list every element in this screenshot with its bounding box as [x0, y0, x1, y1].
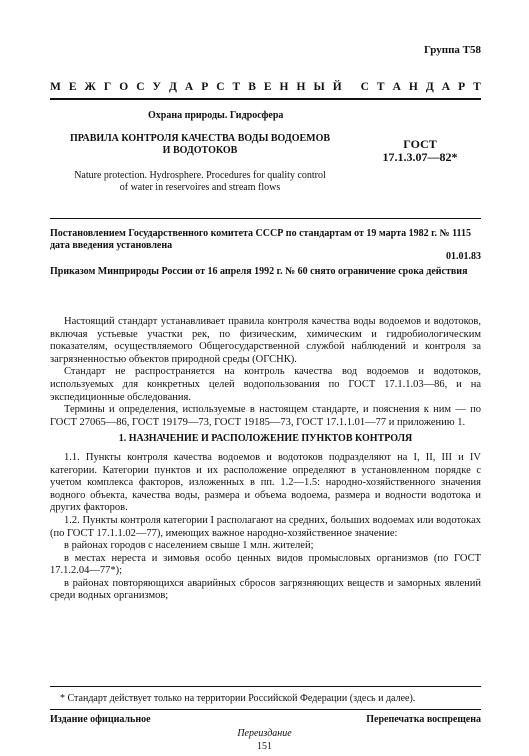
- order-text: Приказом Минприроды России от 16 апреля 1992 г. № 60 снято ограничение срока действия: [50, 266, 468, 277]
- heading-letter: Й: [332, 81, 342, 93]
- section-heading: 1. НАЗНАЧЕНИЕ И РАСПОЛОЖЕНИЕ ПУНКТОВ КОНТРОЛЯ: [118, 433, 413, 445]
- english-title: [60, 170, 340, 194]
- heading-space: [350, 81, 353, 93]
- decree-text: Постановлением Государственного комитета СССР по стандартам от 19 марта 1982 г. № 1115 дата введения установлена: [50, 228, 471, 251]
- gost-code: 17.1.3.07—82*: [382, 150, 458, 164]
- footnote-rule: [50, 686, 481, 687]
- list-item: в районах городов с населением свыше 1 млн. жителей;: [64, 540, 314, 552]
- heading-letter: Д: [425, 81, 434, 93]
- subject-area: Охрана природы. Гидросфера: [148, 110, 284, 121]
- heading-letter: У: [152, 81, 161, 93]
- heading-letter: С: [216, 81, 225, 93]
- heading-letter: М: [50, 81, 61, 93]
- heading-letter: В: [248, 81, 256, 93]
- paragraph: Стандарт не распространяется на контроль качества вод водоемов и водотоков, используемых для конкретных целей водопользования по ГОСТ 17.1.1.03—86, и на экспедиционные обследования.: [50, 366, 481, 403]
- heading-letter: А: [441, 81, 451, 93]
- heading-letter: Н: [296, 81, 306, 93]
- paragraph: 1.1. Пункты контроля качества водоемов и водотоков подразделяют на I, II, III и IV категории. Категории пунктов и их расположение определяют в установленном порядке с учетом комплекса факторов, изложенных в пп. 1.2—1.5: народно-хозяйственного значения водного объекта, качества воды, размера и объема водоема, размера и водности водотока и других факторов.: [50, 451, 481, 514]
- header-rule: [50, 98, 481, 100]
- title-line-1: ПРАВИЛА КОНТРОЛЯ КАЧЕСТВА ВОДЫ ВОДОЕМОВ: [69, 133, 331, 144]
- footer-rule: [50, 709, 481, 710]
- heading-letter: С: [360, 81, 369, 93]
- list-item: в местах нереста и зимовья особо ценных видов промысловых организмов (по ГОСТ 17.1.2.04—77*);: [50, 552, 481, 577]
- heading-letter: О: [119, 81, 129, 93]
- heading-letter: А: [184, 81, 194, 93]
- heading-letter: Т: [376, 81, 385, 93]
- heading-letter: С: [136, 81, 145, 93]
- reprint-label: Переиздание: [237, 728, 292, 739]
- paragraph: Настоящий стандарт устанавливает правила контроля качества воды водоемов и водотоков, включая устьевые участки рек, по физическим, химическим и гидробиологическим показателям, осуществляемого Общегосударственной службой наблюдений и контроля за загрязненностью объектов природной среды (ОГСНК).: [50, 316, 481, 365]
- reprint-prohibited-label: Перепечатка воспрещена: [366, 714, 481, 725]
- heading-letter: Ы: [313, 81, 325, 93]
- gost-label: ГОСТ: [403, 137, 437, 151]
- list-item: в районах повторяющихся аварийных сбросов загрязняющих веществ и заморных явлений среди водных организмов;: [50, 577, 481, 602]
- document-title: [60, 133, 340, 157]
- standard-type-heading: [50, 81, 481, 93]
- english-title-line-1: Nature protection. Hydrosphere. Procedures for quality control: [74, 170, 326, 181]
- heading-letter: Т: [473, 81, 481, 93]
- edition-label: Издание официальное: [50, 714, 151, 725]
- heading-letter: Р: [201, 81, 209, 93]
- heading-letter: Г: [103, 81, 112, 93]
- paragraph: 1.2. Пункты контроля категории I располагают на средних, больших водоемах или водотоках (по ГОСТ 17.1.1.02—77), имеющих важное народно-хозяйственное значение:: [50, 514, 481, 539]
- heading-letter: Д: [168, 81, 177, 93]
- paragraph: Термины и определения, используемые в настоящем стандарте, и пояснения к ним — по ГОСТ 27065—86, ГОСТ 19179—73, ГОСТ 19185—73, ГОСТ 17.1.1.01—77 и приложению 1.: [50, 404, 481, 428]
- effective-date: 01.01.83: [446, 251, 481, 262]
- heading-letter: Р: [458, 81, 466, 93]
- decree-rule: [50, 218, 481, 219]
- heading-letter: Е: [68, 81, 77, 93]
- group-code: Группа Т58: [423, 44, 481, 56]
- main-text: [50, 316, 481, 603]
- heading-letter: А: [392, 81, 401, 93]
- heading-letter: Н: [408, 81, 418, 93]
- page-number: 151: [257, 741, 272, 752]
- heading-letter: Н: [279, 81, 289, 93]
- english-title-line-2: of water in reservoires and stream flows: [119, 182, 281, 193]
- gost-number: [370, 138, 470, 164]
- heading-letter: Ж: [84, 81, 96, 93]
- footnote: * Стандарт действует только на территории Российской Федерации (здесь и далее).: [60, 693, 416, 704]
- heading-letter: Е: [263, 81, 272, 93]
- heading-letter: Т: [232, 81, 241, 93]
- title-line-2: И ВОДОТОКОВ: [162, 145, 238, 156]
